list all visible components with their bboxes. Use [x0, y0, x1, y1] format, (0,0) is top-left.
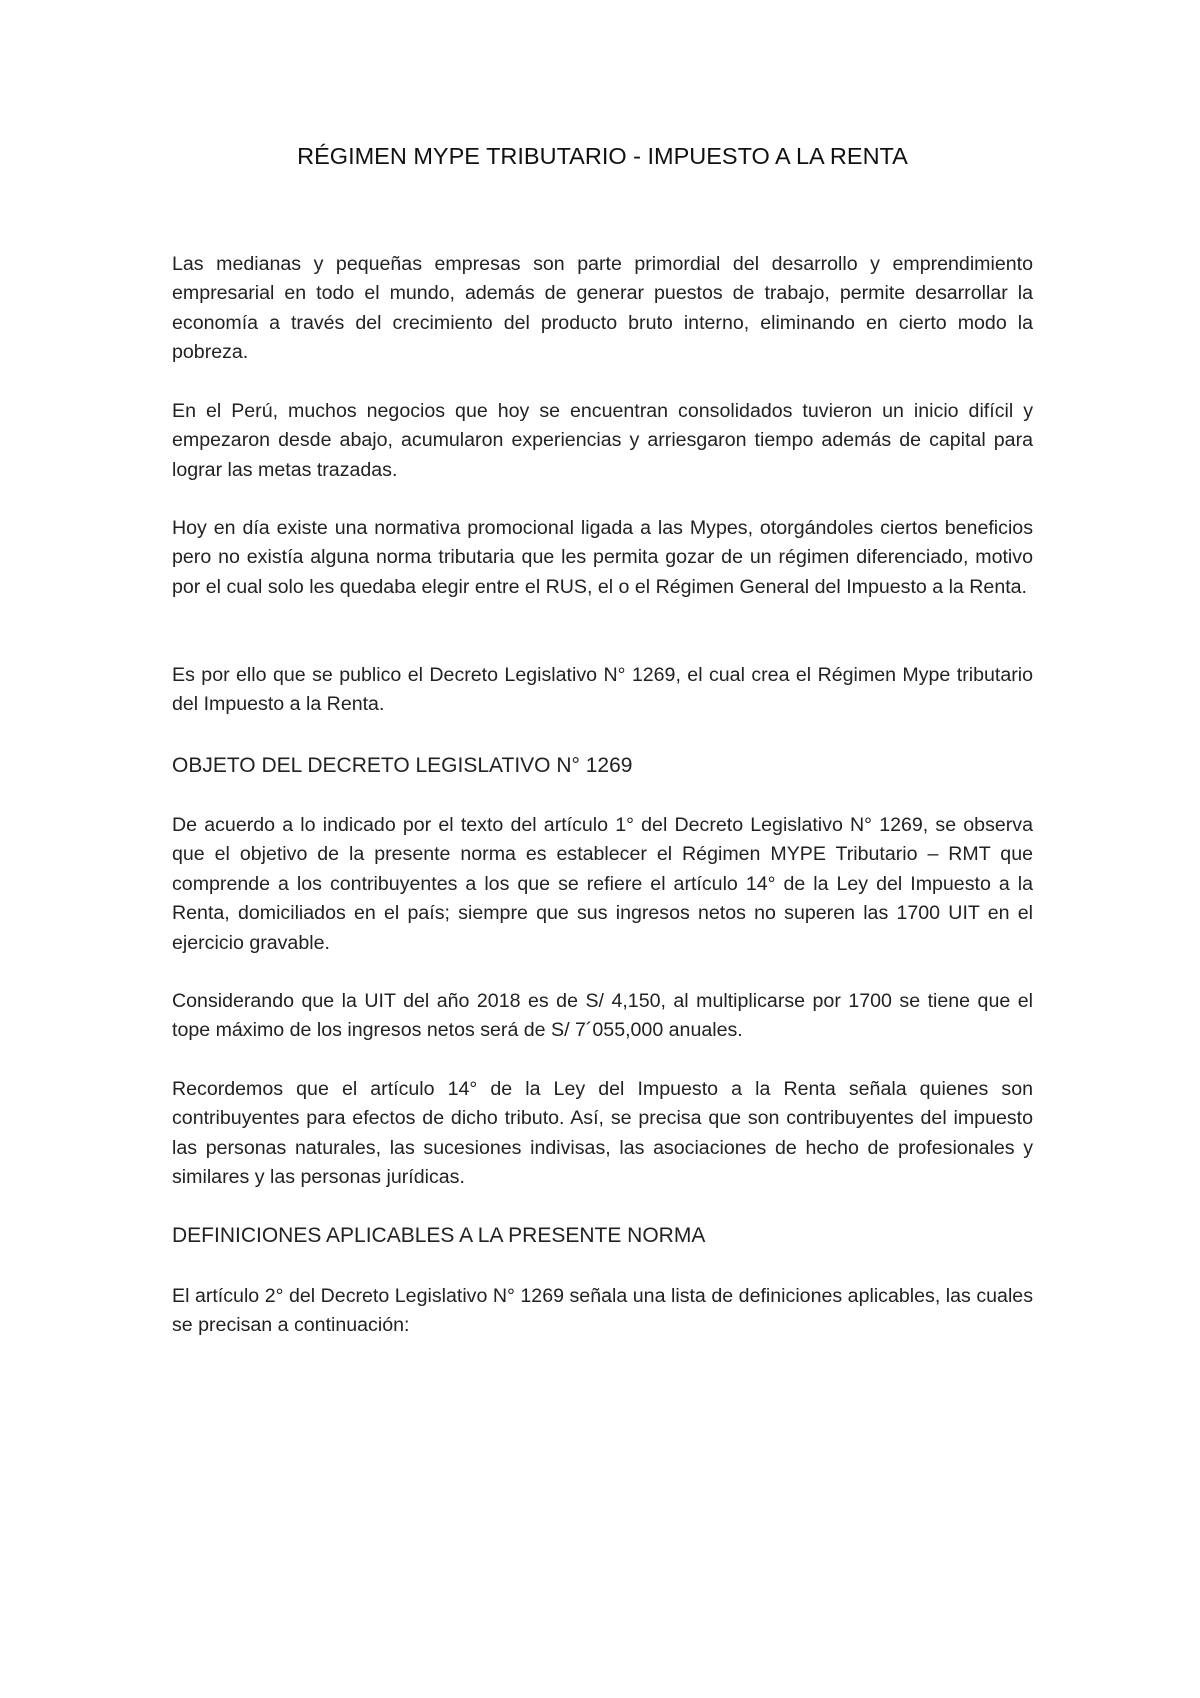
document-title: RÉGIMEN MYPE TRIBUTARIO - IMPUESTO A LA RENTA [297, 143, 908, 169]
paragraph-article-14: Recordemos que el artículo 14° de la Ley del Impuesto a la Renta señala quienes son contribuyentes para efectos de dicho tributo. Así, se precisa que son contribuyentes del impuesto las personas naturales, las sucesiones indivisas, las asociaciones de hecho de profesionales y similares y las personas jurídicas. [172, 1078, 1033, 1189]
paragraph-article-1: De acuerdo a lo indicado por el texto del artículo 1° del Decreto Legislativo N° 1269, se observa que el objetivo de la presente norma es establecer el Régimen MYPE Tributario – RMT que comprende a los contribuyentes a los que se refiere el artículo 14° de la Ley del Impuesto a la Renta, domiciliados en el país; siempre que sus ingresos netos no superen las 1700 UIT en el ejercicio gravable. [172, 814, 1033, 954]
paragraph-uit-2018: Considerando que la UIT del año 2018 es de S/ 4,150, al multiplicarse por 1700 se tiene que el tope máximo de los ingresos netos será de S/ 7´055,000 anuales. [172, 990, 1033, 1042]
paragraph-mypes-importance: Las medianas y pequeñas empresas son parte primordial del desarrollo y emprendimiento empresarial en todo el mundo, además de generar puestos de trabajo, permite desarrollar la economía a través del crecimiento del producto bruto interno, eliminando en cierto modo la pobreza. [172, 253, 1033, 364]
section-heading-objeto: OBJETO DEL DECRETO LEGISLATIVO N° 1269 [172, 754, 633, 777]
paragraph-promotional-norms: Hoy en día existe una normativa promocional ligada a las Mypes, otorgándoles ciertos beneficios pero no existía alguna norma tributaria que les permita gozar de un régimen diferenciado, motivo por el cual solo les quedaba elegir entre el RUS, el o el Régimen General del Impuesto a la Renta. [172, 517, 1033, 598]
paragraph-article-2: El artículo 2° del Decreto Legislativo N° 1269 señala una lista de definiciones aplicables, las cuales se precisan a continuación: [172, 1285, 1033, 1337]
paragraph-decree-published: Es por ello que se publico el Decreto Legislativo N° 1269, el cual crea el Régimen Mype tributario del Impuesto a la Renta. [172, 664, 1033, 716]
section-heading-definiciones: DEFINICIONES APLICABLES A LA PRESENTE NORMA [172, 1224, 706, 1247]
paragraph-peru-businesses: En el Perú, muchos negocios que hoy se encuentran consolidados tuvieron un inicio difícil y empezaron desde abajo, acumularon experiencias y arriesgaron tiempo además de capital para lograr las metas trazadas. [172, 400, 1033, 481]
